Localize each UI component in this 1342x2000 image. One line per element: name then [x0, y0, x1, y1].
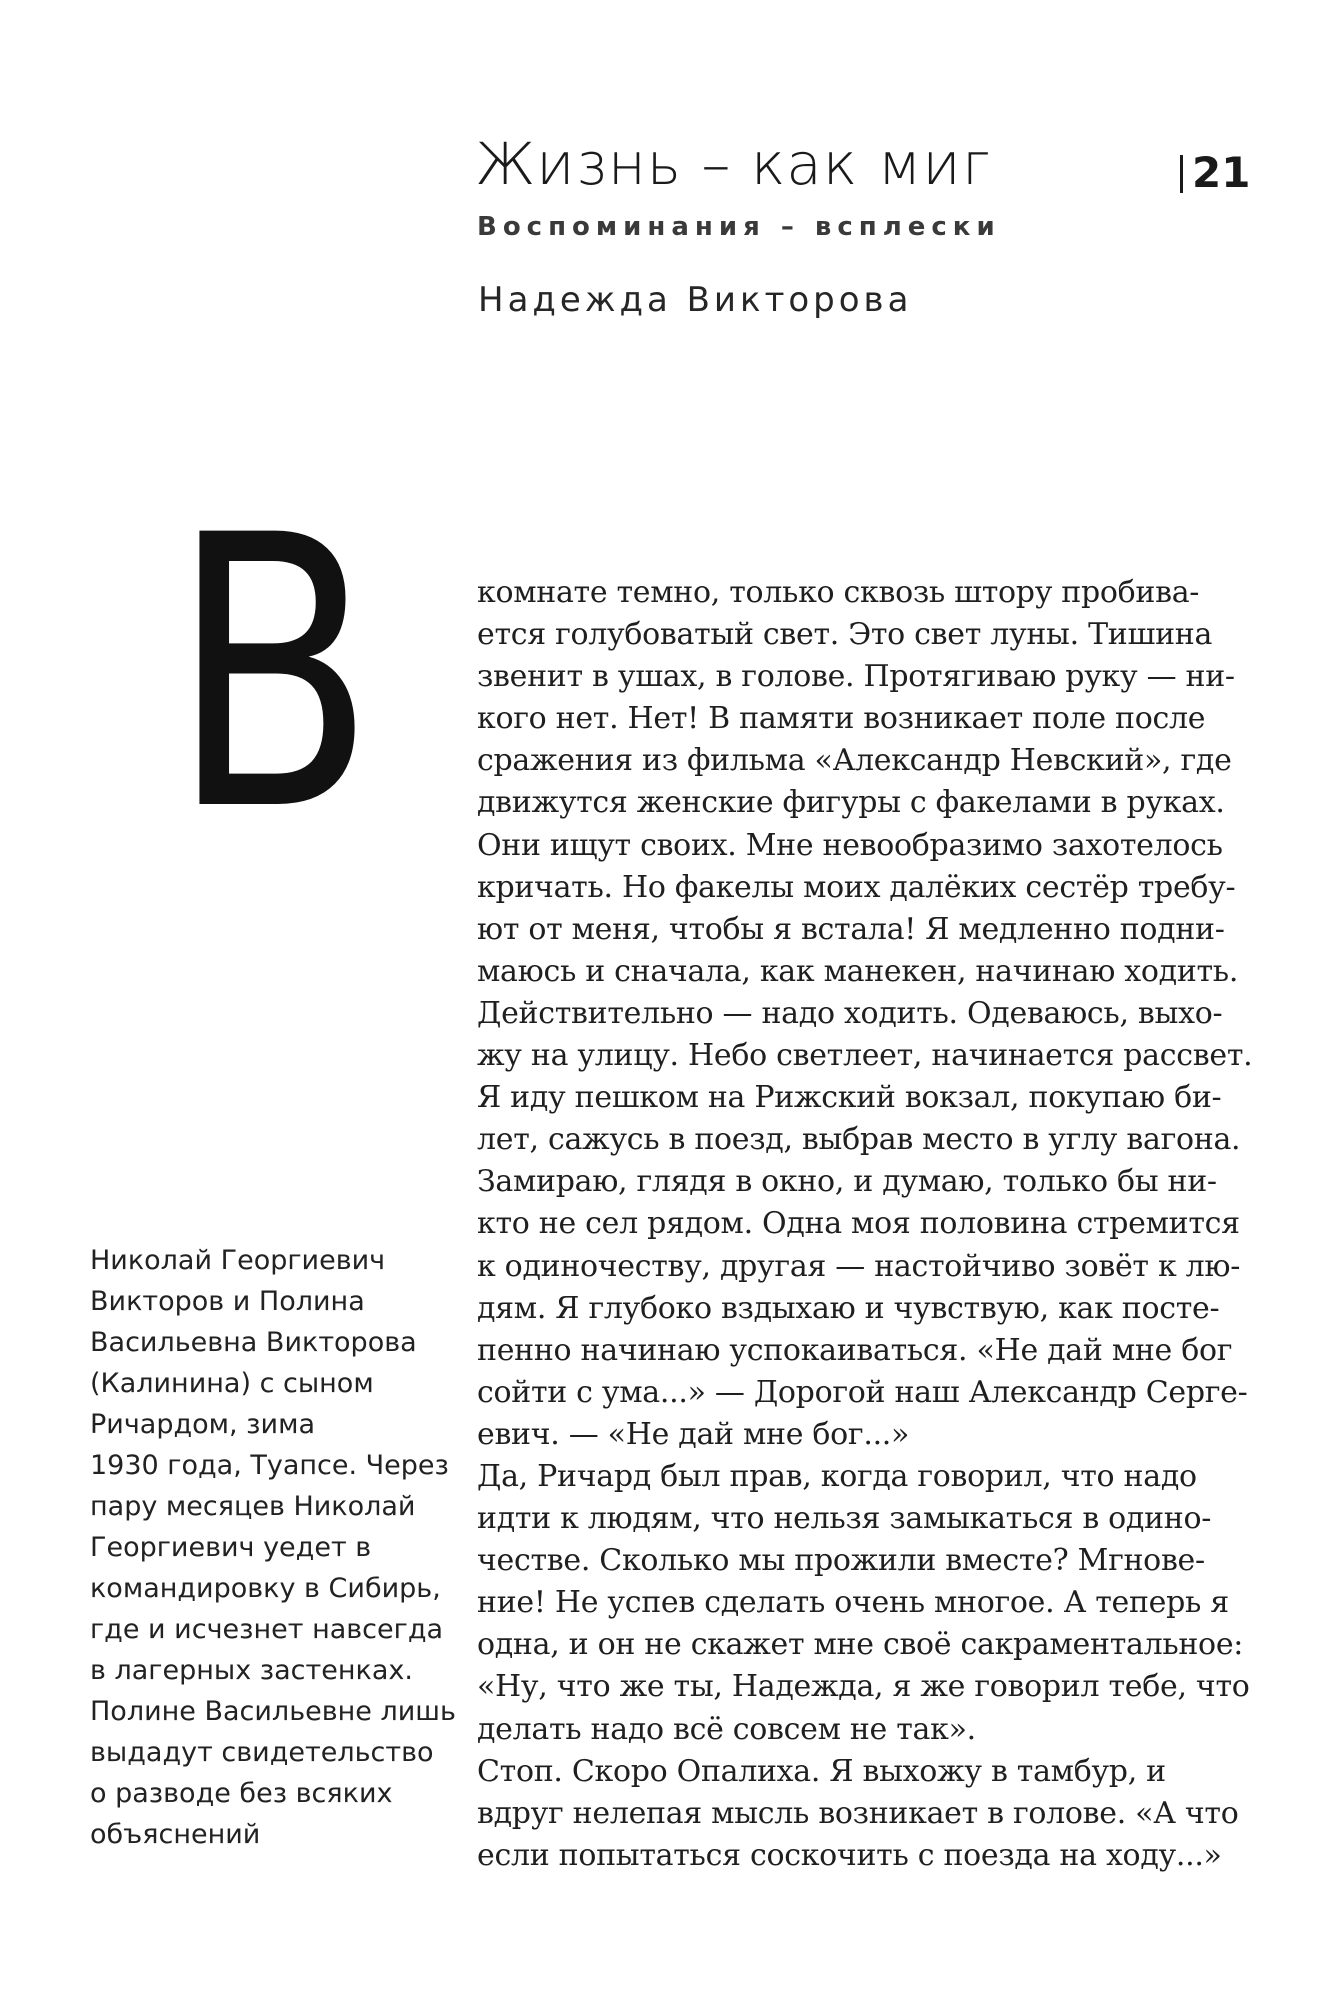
caption-line: Георгиевич уедет в [90, 1532, 372, 1563]
body-line: Замираю, глядя в окно, и думаю, только бы ни- [477, 1164, 1217, 1200]
body-line: Действительно — надо ходить. Одеваюсь, выхо- [477, 995, 1223, 1031]
body-line: евич. — «Не дай мне бог...» [477, 1416, 910, 1452]
caption-line: Викторов и Полина [90, 1286, 365, 1317]
author-name: Надежда Викторова [478, 280, 913, 320]
body-line: вдруг нелепая мысль возникает в голове. «А что [477, 1795, 1239, 1831]
caption-line: о разводе без всяких [90, 1778, 393, 1809]
caption-line: Васильевна Викторова [90, 1327, 417, 1358]
article-subtitle: Воспоминания – всплески [477, 212, 1001, 242]
body-line: честве. Сколько мы прожили вместе? Мгнове- [477, 1543, 1205, 1579]
caption-line: командировку в Сибирь, [90, 1573, 441, 1604]
body-line: если попытаться соскочить с поезда на ходу...» [477, 1837, 1222, 1873]
body-line: ние! Не успев сделать очень многое. А теперь я [477, 1585, 1229, 1621]
caption-line: Полине Васильевне лишь [90, 1696, 456, 1727]
caption-line: выдадут свидетельство [90, 1737, 434, 1768]
body-line: Да, Ричард был прав, когда говорил, что надо [477, 1458, 1197, 1494]
body-line: жу на улицу. Небо светлеет, начинается рассвет. [477, 1038, 1253, 1074]
body-text [477, 572, 1252, 1877]
body-line: Они ищут своих. Мне невообразимо захотелось [477, 827, 1223, 863]
body-line: ют от меня, чтобы я встала! Я медленно подни- [477, 911, 1225, 947]
body-line: лет, сажусь в поезд, выбрав место в углу вагона. [477, 1122, 1241, 1158]
caption-line: Николай Георгиевич [90, 1245, 386, 1276]
body-line: ется голубоватый свет. Это свет луны. Тишина [477, 617, 1213, 653]
body-line: Я иду пешком на Рижский вокзал, покупаю би- [477, 1080, 1222, 1116]
body-line: сойти с ума...» — Дорогой наш Александр Серге- [477, 1374, 1248, 1410]
body-line: кого нет. Нет! В памяти возникает поле после [477, 701, 1206, 737]
body-line: пенно начинаю успокаиваться. «Не дай мне бог [477, 1332, 1233, 1368]
caption-line: пару месяцев Николай [90, 1491, 416, 1522]
photo-caption [90, 1240, 470, 1855]
body-line: идти к людям, что нельзя замыкаться в одино- [477, 1501, 1212, 1537]
body-line: Стоп. Скоро Опалиха. Я выхожу в тамбур, и [477, 1753, 1166, 1789]
body-line: кричать. Но факелы моих далёких сестёр требу- [477, 869, 1236, 905]
body-line: кто не сел рядом. Одна моя половина стремится [477, 1206, 1240, 1242]
body-line: маюсь и сначала, как манекен, начинаю ходить. [477, 953, 1239, 989]
caption-line: где и исчезнет навсегда [90, 1614, 444, 1645]
body-line: «Ну, что же ты, Надежда, я же говорил тебе, что [477, 1669, 1250, 1705]
caption-line: в лагерных застенках. [90, 1655, 413, 1686]
drop-cap: В [170, 457, 376, 893]
body-line: звенит в ушах, в голове. Протягиваю руку — ни- [477, 659, 1235, 695]
caption-line: (Калинина) с сыном [90, 1368, 374, 1399]
caption-line: объяснений [90, 1819, 261, 1850]
body-line: сражения из фильма «Александр Невский», где [477, 743, 1232, 779]
article-title: Жизнь – как миг [475, 130, 992, 198]
body-line: к одиночеству, другая — настойчиво зовёт к лю- [477, 1248, 1241, 1284]
page-number-divider [1180, 155, 1183, 193]
body-line: движутся женские фигуры с факелами в руках. [477, 785, 1225, 821]
page-number: 21 [1192, 148, 1251, 197]
body-line: дям. Я глубоко вздыхаю и чувствую, как посте- [477, 1290, 1220, 1326]
body-line: делать надо всё совсем не так». [477, 1711, 976, 1747]
body-line: одна, и он не скажет мне своё сакраментальное: [477, 1627, 1244, 1663]
caption-line: Ричардом, зима [90, 1409, 316, 1440]
caption-line: 1930 года, Туапсе. Через [90, 1450, 449, 1481]
body-line: комнате темно, только сквозь штору пробива- [477, 575, 1200, 610]
